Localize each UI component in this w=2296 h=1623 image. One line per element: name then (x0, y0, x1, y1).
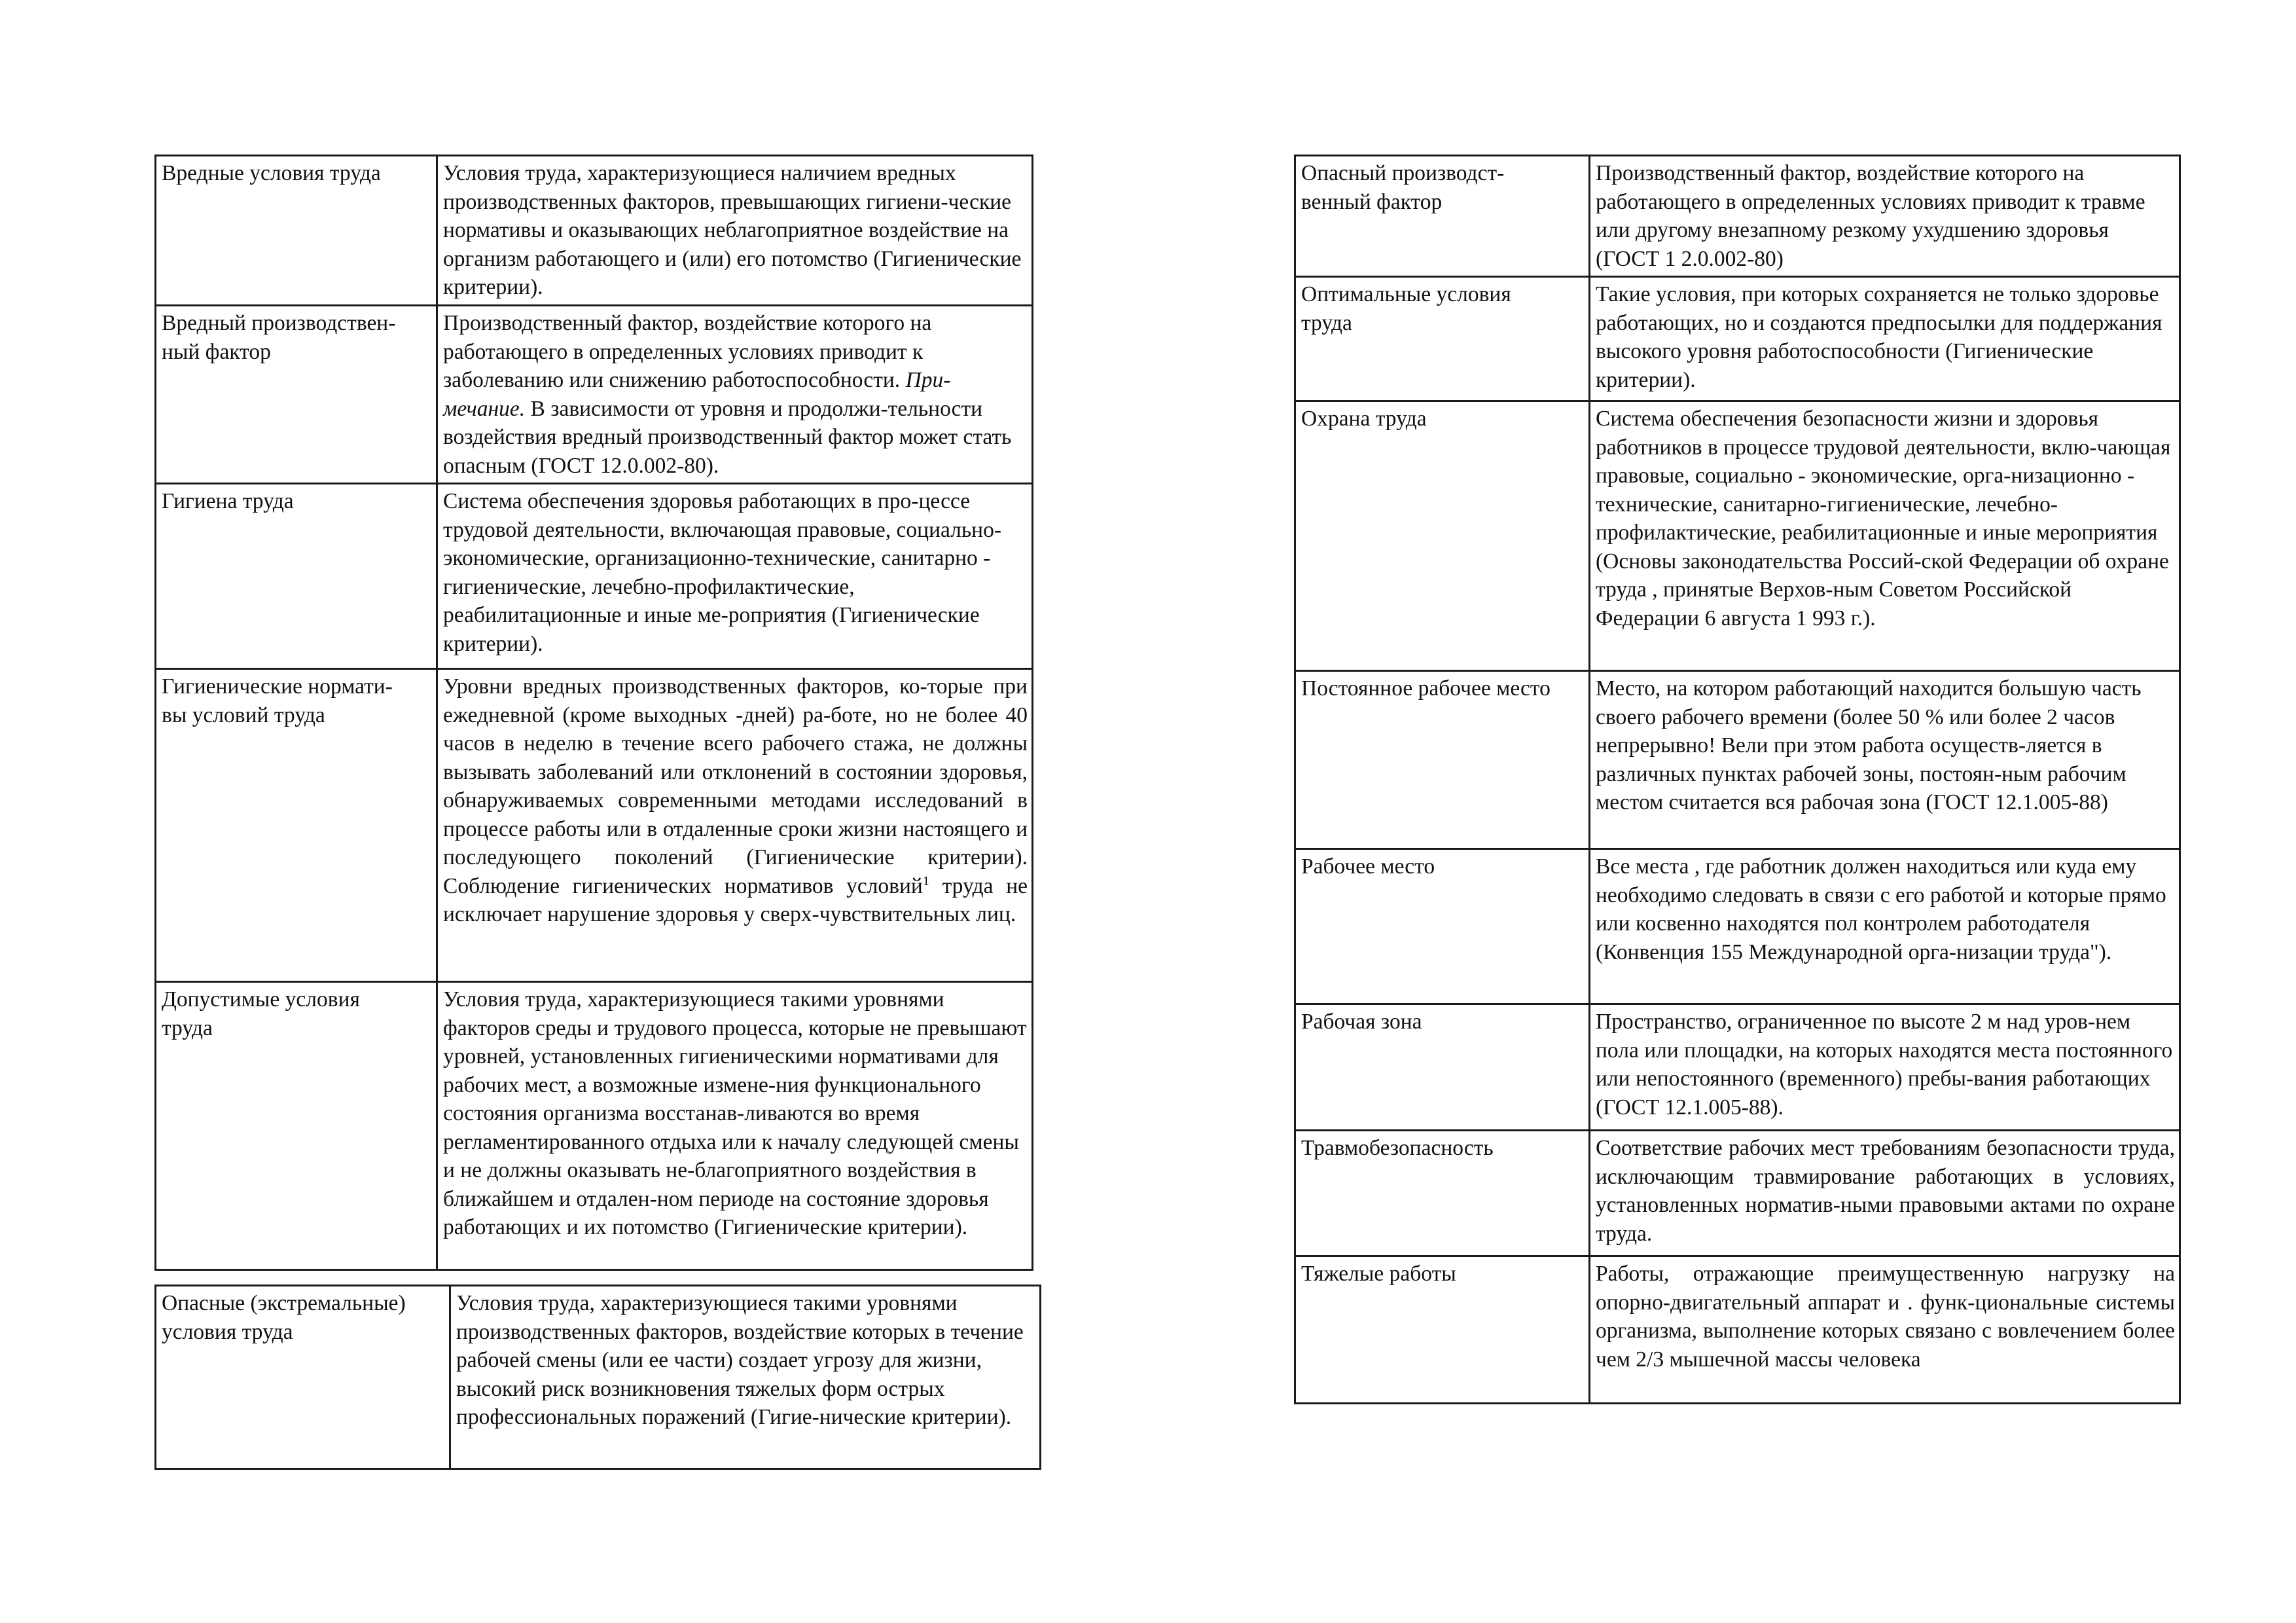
term-cell: Опасные (экстремальные) условия труда (156, 1286, 450, 1469)
term-cell: Травмобезопасность (1295, 1131, 1590, 1256)
table-row (1295, 401, 2180, 671)
right-glossary-table (1294, 155, 2181, 1404)
definition-cell: Такие условия, при которых сохраняется не только здоровье работающих, но и создаются предпосылки для поддержания высокого уровня работоспособности (Гигиенические критерии). (1590, 277, 2180, 401)
table-row (1295, 156, 2180, 277)
term-cell: Тяжелые работы (1295, 1256, 1590, 1404)
table-row (156, 484, 1033, 669)
term-cell: Гигиенические нормати- вы условий труда (156, 669, 437, 982)
table-row (156, 982, 1033, 1270)
left-glossary-table (154, 155, 1033, 1271)
table-row (1295, 671, 2180, 849)
definition-cell: Место, на котором работающий находится большую часть своего рабочего времени (более 50 % или более 2 часов непрерывно! Вели при этом работа осуществ-ляется в различных пунктах рабочей зоны, постоян-ным рабочим местом считается вся рабочая зона (ГОСТ 12.1.005-88) (1590, 671, 2180, 849)
definition-cell: Условия труда, характеризующиеся такими уровнями производственных факторов, воздействие которых в течение рабочей смены (или ее части) создает угрозу для жизни, высокий риск возникновения тяжелых форм острых профессиональных поражений (Гигие-нические критерии). (450, 1286, 1041, 1469)
table-row (1295, 849, 2180, 1004)
definition-cell: Условия труда, характеризующиеся такими уровнями факторов среды и трудового процесса, которые не превышают уровней, установленных гигиеническими нормативами для рабочих мест, а возможные измене-ния функционального состояния организма восстанав-ливаются во время регламентированного отдыха или к началу следующей смены и не должны оказывать не-благоприятного воздействия в ближайшем и отдален-ном периоде на состояние здоровья работающих и их потомство (Гигиенические критерии). (437, 982, 1033, 1270)
term-cell: Оптимальные условия труда (1295, 277, 1590, 401)
definition-cell: Работы, отражающие преимущественную нагрузку на опорно-двигательный аппарат и . функ-циональные системы организма, выполнение которых связано с вовлечением более чем 2/3 мышечной массы человека (1590, 1256, 2180, 1404)
definition-text: Производственный фактор, воздействие которого на работающего в определенных условиях приводит к заболеванию или снижению работоспособности. (443, 311, 932, 392)
definition-cell (437, 306, 1033, 484)
table-row (1295, 1131, 2180, 1256)
term-cell: Гигиена труда (156, 484, 437, 669)
term-cell: Вредные условия труда (156, 156, 437, 306)
term-cell: Вредный производствен- ный фактор (156, 306, 437, 484)
definition-cell: Система обеспечения здоровья работающих в про-цессе трудовой деятельности, включающая правовые, социально-экономические, организационно-технические, санитарно - гигиенические, лечебно-профилактические, реабилитационные и иные ме-роприятия (Гигиенические критерии). (437, 484, 1033, 669)
table-row (156, 156, 1033, 306)
table-row (1295, 1004, 2180, 1131)
table-row (156, 1286, 1041, 1469)
term-cell: Опасный производст- венный фактор (1295, 156, 1590, 277)
definition-cell (437, 669, 1033, 982)
definition-cell: Условия труда, характеризующиеся наличием вредных производственных факторов, превышающих гигиени-ческие нормативы и оказывающих неблагоприятное воздействие на организм работающего и (или) его потомство (Гигиенические критерии). (437, 156, 1033, 306)
note-label: При-мечание. (443, 368, 951, 421)
table-row (1295, 1256, 2180, 1404)
term-cell: Рабочая зона (1295, 1004, 1590, 1131)
term-cell: Охрана труда (1295, 401, 1590, 671)
definition-tail: труда не исключает нарушение здоровья у сверх-чувствительных лиц. (443, 873, 1028, 926)
definition-cell: Соответствие рабочих мест требованиям безопасности труда, исключающим травмирование работающих в условиях, установленных норматив-ными правовыми актами по охране труда. (1590, 1131, 2180, 1256)
left-bottom-glossary-table (154, 1285, 1041, 1470)
footnote-mark: 1 (922, 873, 929, 888)
table-row (156, 669, 1033, 982)
definition-cell: Пространство, ограниченное по высоте 2 м над уров-нем пола или площадки, на которых находятся места постоянного или непостоянного (временного) пребы-вания работающих (ГОСТ 12.1.005-88). (1590, 1004, 2180, 1131)
definition-cell: Система обеспечения безопасности жизни и здоровья работников в процессе трудовой деятельности, вклю-чающая правовые, социально - экономические, орга-низационно - технические, санитарно-гигиенические, лечебно-профилактические, реабилитационные и иные мероприятия (Основы законодательства Россий-ской Федерации об охране труда , принятые Верхов-ным Советом Российской Федерации 6 августа 1 993 г.). (1590, 401, 2180, 671)
table-row (156, 306, 1033, 484)
definition-cell: Производственный фактор, воздействие которого на работающего в определенных условиях приводит к травме или другому внезапному резкому ухудшению здоровья (ГОСТ 1 2.0.002-80) (1590, 156, 2180, 277)
table-row (1295, 277, 2180, 401)
term-cell: Рабочее место (1295, 849, 1590, 1004)
term-cell: Допустимые условия труда (156, 982, 437, 1270)
term-cell: Постоянное рабочее место (1295, 671, 1590, 849)
definition-text: Уровни вредных производственных факторов, ко-торые при ежедневной (кроме выходных -дней) ра-боте, но не более 40 часов в неделю в течение всего рабочего стажа, не должны вызывать заболеваний или отклонений в состоянии здоровья, обнаруживаемых современными методами исследований в процессе работы или в отдаленные сроки жизни настоящего и последующего поколений (Гигиенические критерии). Соблюдение гигиенических нормативов условий (443, 674, 1028, 898)
definition-cell: Все места , где работник должен находиться или куда ему необходимо следовать в связи с его работой и которые прямо или косвенно находятся пол контролем работодателя (Конвенция 155 Международной орга-низации труда"). (1590, 849, 2180, 1004)
note-text: В зависимости от уровня и продолжи-тельности воздействия вредный производственный фактор может стать опасным (ГОСТ 12.0.002-80). (443, 396, 1012, 478)
